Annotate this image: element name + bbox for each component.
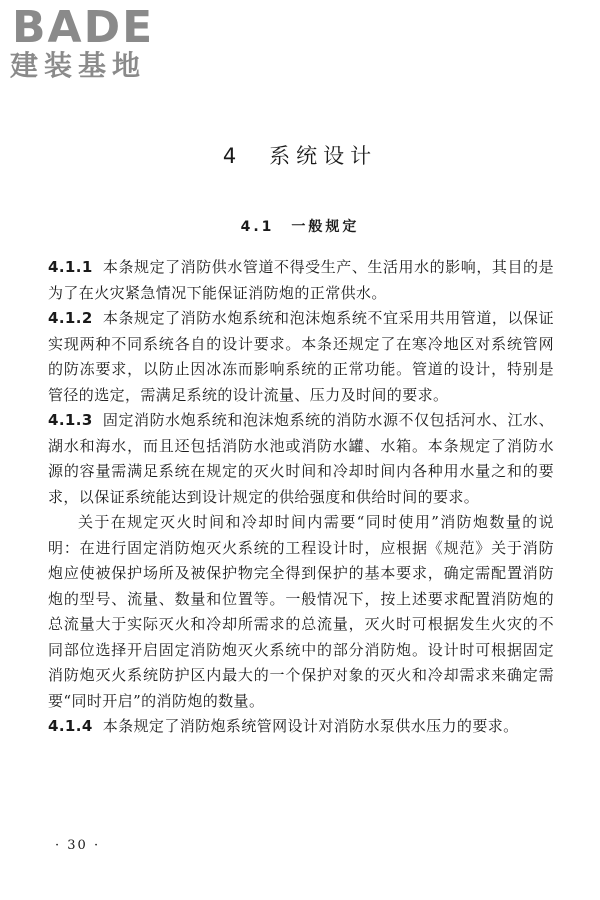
body-text (48, 255, 554, 740)
clause-text: 关于在规定灭火时间和冷却时间内需要“同时使用”消防炮数量的说明：在进行固定消防炮灭火系统的工程设计时，应根据《规范》关于消防炮应使被保护场所及被保护物完全得到保护的基本要求，确定需配置消防炮的型号、流量、数量和位置等。一般情况下，按上述要求配置消防炮的总流量大于实际灭火和冷却所需求的总流量，灭火时可根据发生火灾的不同部位选择开启固定消防炮灭火系统中的部分消防炮。设计时可根据固定消防炮灭火系统防护区内最大的一个保护对象的灭火和冷却需求来确定需要“同时开启”的消防炮的数量。 (48, 513, 554, 710)
clause-4-1-1 (48, 255, 554, 306)
clause-number: 4.1.1 (48, 258, 93, 276)
clause-number: 4.1.4 (48, 717, 93, 735)
logo-wordmark: BADE (12, 2, 155, 53)
clause-text: 固定消防水炮系统和泡沫炮系统的消防水源不仅包括河水、江水、湖水和海水，而且还包括消防水池或消防水罐、水箱。本条规定了消防水源的容量需满足系统在规定的灭火时间和冷却时间内各种用水量之和的要求，以保证系统能达到设计规定的供给强度和供给时间的要求。 (48, 411, 554, 506)
clause-4-1-4 (48, 714, 554, 740)
clause-text: 本条规定了消防供水管道不得受生产、生活用水的影响，其目的是为了在火灾紧急情况下能保证消防炮的正常供水。 (48, 258, 554, 302)
logo (10, 2, 185, 86)
clause-number: 4.1.2 (48, 309, 93, 327)
clause-4-1-2 (48, 306, 554, 408)
chapter-title: 4 系统设计 (222, 144, 378, 168)
clause-text: 本条规定了消防水炮系统和泡沫炮系统不宜采用共用管道，以保证实现两种不同系统各自的设计要求。本条还规定了在寒冷地区对系统管网的防冻要求，以防止因冰冻而影响系统的正常功能。管道的设计，特别是管径的选定，需满足系统的设计流量、压力及时间的要求。 (48, 309, 554, 404)
section-title: 4.1 一般规定 (240, 219, 360, 235)
clause-4-1-3-explanation (48, 510, 554, 714)
page-number: · 30 · (55, 838, 101, 853)
clause-number: 4.1.3 (48, 411, 93, 429)
logo-subtitle: 建装基地 (10, 49, 147, 82)
clause-4-1-3 (48, 408, 554, 510)
clause-text: 本条规定了消防炮系统管网设计对消防水泵供水压力的要求。 (102, 717, 519, 735)
